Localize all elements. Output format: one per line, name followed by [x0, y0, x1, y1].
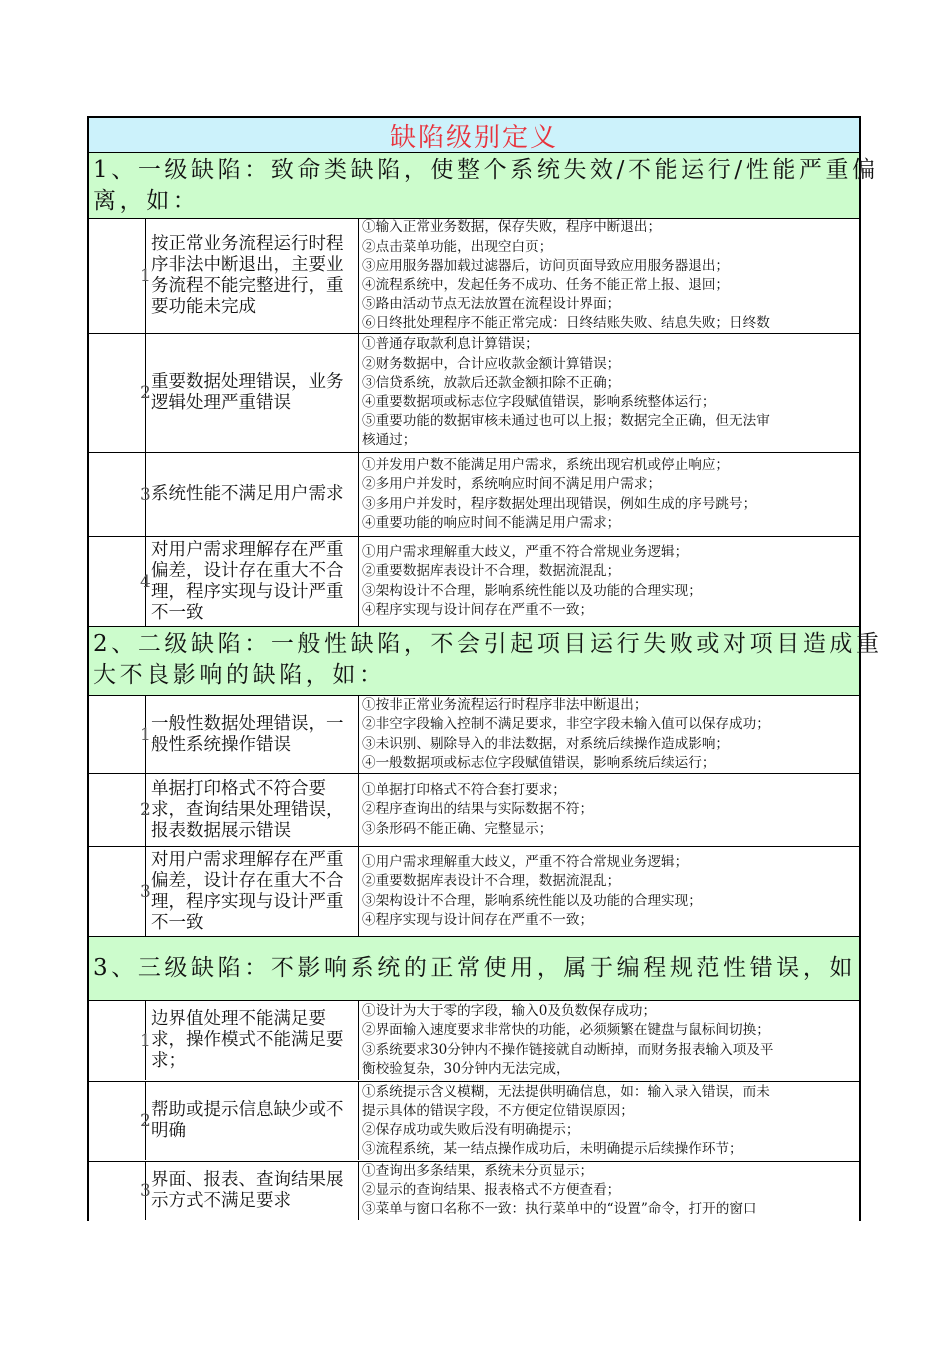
detail-cell — [359, 1162, 859, 1220]
detail-line: ①单据打印格式不符合套打要求； — [362, 782, 566, 799]
detail-line: ①并发用户数不能满足用户需求，系统出现宕机或停止响应； — [362, 457, 730, 474]
detail-line: ⑤路由活动节点无法放置在流程设计界面； — [362, 296, 621, 313]
row-details — [359, 219, 859, 333]
detail-cell — [359, 774, 859, 846]
detail-line: ④程序实现与设计间存在严重不一致； — [362, 601, 594, 618]
detail-line: ①按非正常业务流程运行时程序非法中断退出； — [362, 697, 648, 714]
level-1-row-2 — [89, 334, 859, 453]
detail-line: ③未识别、剔除导入的非法数据，对系统后续操作造成影响； — [362, 735, 730, 752]
row-number: 4 — [89, 537, 146, 626]
detail-line: ①普通存取款利息计算错误； — [362, 336, 539, 353]
detail-line: ③菜单与窗口名称不一致：执行菜单中的“设置”命令，打开的窗口 — [362, 1201, 757, 1218]
defect-level-table — [87, 116, 883, 1221]
level-1-heading-line-2: 离，如： — [93, 188, 200, 214]
detail-line: ④流程系统中，发起任务不成功、任务不能正常上报、退回； — [362, 277, 730, 293]
detail-line: ①用户需求理解重大歧义，严重不符合常规业务逻辑； — [362, 544, 689, 561]
detail-line: ①设计为大于零的字段，输入0及负数保存成功； — [362, 1003, 657, 1020]
level-2-row-2 — [89, 774, 859, 847]
row-number: 2 — [89, 774, 146, 846]
detail-line: ③多用户并发时，程序数据处理出现错误，例如生成的序号跳号； — [362, 495, 757, 512]
level-3-heading — [89, 937, 859, 1001]
detail-line: ③系统要求30分钟内不操作链接就自动断掉，而财务报表输入项及平 — [362, 1041, 774, 1058]
detail-line: ②显示的查询结果、报表格式不方便查看； — [362, 1182, 621, 1199]
detail-line: ①系统提示含义模糊，无法提供明确信息，如：输入录入错误，而未 — [362, 1083, 770, 1100]
detail-line: ②保存成功或失败后没有明确提示； — [362, 1122, 580, 1138]
level-1-row-4 — [89, 537, 859, 627]
detail-cell — [359, 847, 859, 936]
detail-line: ④一般数据项或标志位字段赋值错误，影响系统后续运行； — [362, 754, 716, 771]
level-3-row-3 — [89, 1161, 859, 1221]
row-description: 重要数据处理错误，业务逻辑处理严重错误 — [146, 334, 359, 452]
detail-line: ②财务数据中，合计应收款金额计算错误； — [362, 355, 621, 372]
detail-line: ②重要数据库表设计不合理，数据流混乱； — [362, 563, 621, 580]
detail-line: ②界面输入速度要求非常快的功能，必须频繁在键盘与鼠标间切换； — [362, 1022, 770, 1039]
detail-line: ②重要数据库表设计不合理，数据流混乱； — [362, 873, 621, 890]
detail-cell — [359, 219, 859, 333]
level-3-row-1 — [89, 1001, 859, 1081]
detail-line: ①用户需求理解重大歧义，严重不符合常规业务逻辑； — [362, 854, 689, 871]
level-3-heading-line-1: 3、三级缺陷：不影响系统的正常使用，属于编程规范性错误，如 — [93, 955, 857, 981]
row-description: 边界值处理不能满足要求，操作模式不能满足要求； — [146, 1001, 359, 1080]
detail-line: ⑤重要功能的数据审核未通过也可以上报；数据完全正确，但无法审 — [362, 413, 770, 430]
level-2-row-3 — [89, 847, 859, 937]
row-number: 1 — [89, 1001, 146, 1080]
row-details — [359, 847, 859, 936]
detail-line: ③架构设计不合理，影响系统性能以及功能的合理实现； — [362, 582, 702, 599]
row-details — [359, 334, 859, 452]
level-2-heading — [89, 627, 883, 696]
row-description: 按正常业务流程运行时程序非法中断退出，主要业务流程不能完整进行，重要功能未完成 — [146, 219, 359, 333]
row-number: 3 — [89, 453, 146, 536]
row-number: 3 — [89, 1162, 146, 1220]
page-title: 缺陷级别定义 — [89, 118, 859, 153]
detail-line: ③流程系统，某一结点操作成功后，未明确提示后续操作环节； — [362, 1141, 743, 1158]
row-details — [359, 1001, 859, 1080]
row-details — [359, 774, 859, 846]
row-details — [359, 1082, 859, 1160]
row-number: 2 — [89, 1082, 146, 1160]
level-1-row-3 — [89, 453, 859, 537]
detail-line: ③应用服务器加载过滤器后，访问页面导致应用服务器退出； — [362, 257, 730, 274]
row-description: 对用户需求理解存在严重偏差，设计存在重大不合理，程序实现与设计严重不一致 — [146, 537, 359, 626]
detail-cell — [359, 1001, 859, 1080]
detail-line: ③条形码不能正确、完整显示； — [362, 820, 553, 837]
detail-line: ②程序查询出的结果与实际数据不符； — [362, 801, 594, 818]
row-number: 1 — [89, 696, 146, 773]
detail-line: ①查询出多条结果，系统未分页显示； — [362, 1163, 594, 1179]
row-description: 一般性数据处理错误，一般性系统操作错误 — [146, 696, 359, 773]
detail-line: 衡校验复杂，30分钟内无法完成， — [362, 1060, 570, 1077]
detail-line: 提示具体的错误字段，不方便定位错误原因； — [362, 1102, 634, 1119]
detail-line: 核通过； — [362, 432, 417, 449]
level-2-heading-line-1: 2、二级缺陷：一般性缺陷，不会引起项目运行失败或对项目造成重 — [93, 631, 883, 657]
row-details — [359, 696, 859, 773]
row-number: 1 — [89, 219, 146, 333]
detail-cell — [359, 334, 859, 452]
level-2-heading-line-2: 大不良影响的缺陷，如： — [93, 662, 386, 688]
level-3-row-2 — [89, 1081, 859, 1161]
detail-line: ③信贷系统，放款后还款金额扣除不正确； — [362, 374, 621, 391]
detail-line: ③架构设计不合理，影响系统性能以及功能的合理实现； — [362, 892, 702, 909]
level-2-row-1 — [89, 696, 859, 774]
row-details — [359, 537, 859, 626]
detail-cell — [359, 1082, 859, 1160]
row-number: 3 — [89, 847, 146, 936]
detail-line: ②多用户并发时，系统响应时间不满足用户需求； — [362, 476, 662, 493]
level-1-heading — [89, 153, 879, 219]
detail-cell — [359, 696, 859, 773]
row-details — [359, 453, 859, 536]
level-1-row-1 — [89, 219, 859, 334]
detail-line: ④程序实现与设计间存在严重不一致； — [362, 911, 594, 928]
row-number: 2 — [89, 334, 146, 452]
detail-line: ①输入正常业务数据，保存失败，程序中断退出； — [362, 219, 662, 236]
detail-cell — [359, 453, 859, 536]
row-details — [359, 1162, 859, 1220]
row-description: 帮助或提示信息缺少或不明确 — [146, 1082, 359, 1160]
detail-line: ②非空字段输入控制不满足要求，非空字段未输入值可以保存成功； — [362, 716, 770, 733]
detail-line: ⑥日终批处理程序不能正常完成：日终结账失败、结息失败；日终数 — [362, 315, 770, 332]
row-description: 对用户需求理解存在严重偏差，设计存在重大不合理，程序实现与设计严重不一致 — [146, 847, 359, 936]
level-1-heading-line-1: 1、一级缺陷：致命类缺陷，使整个系统失效/不能运行/性能严重偏 — [93, 157, 879, 183]
detail-cell — [359, 537, 859, 626]
detail-line: ④重要功能的响应时间不能满足用户需求； — [362, 514, 621, 531]
row-description: 单据打印格式不符合要求，查询结果处理错误，报表数据展示错误 — [146, 774, 359, 846]
row-description: 界面、报表、查询结果展示方式不满足要求 — [146, 1162, 359, 1220]
row-description: 系统性能不满足用户需求 — [146, 453, 359, 536]
detail-line: ④重要数据项或标志位字段赋值错误，影响系统整体运行； — [362, 394, 716, 410]
detail-line: ②点击菜单功能，出现空白页； — [362, 238, 553, 255]
